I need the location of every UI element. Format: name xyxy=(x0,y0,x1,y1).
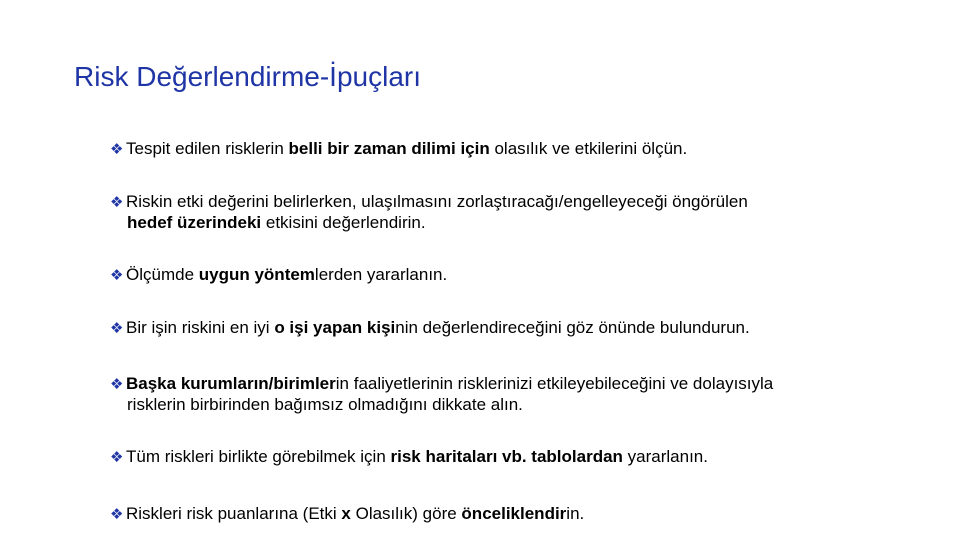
bullet-text xyxy=(126,265,447,284)
bullet-text xyxy=(126,504,584,523)
diamond-bullet-icon: ❖ xyxy=(110,267,124,284)
text-segment: Tüm riskleri birlikte görebilmek için xyxy=(126,447,391,466)
diamond-bullet-icon: ❖ xyxy=(110,376,124,393)
bullet-item xyxy=(110,504,910,525)
text-segment: yararlanın. xyxy=(622,447,708,466)
diamond-bullet-icon: ❖ xyxy=(110,449,124,466)
diamond-bullet-icon: ❖ xyxy=(110,194,124,211)
bullet-text-continuation xyxy=(110,213,910,233)
bullet-text xyxy=(126,192,748,211)
bullet-item xyxy=(110,265,910,286)
text-segment: lerden yararlanın. xyxy=(314,265,448,284)
bold-text-segment: uygun yöntem xyxy=(198,265,315,284)
bullet-text xyxy=(126,447,708,466)
text-segment: Riskin etki değerini belirlerken, ulaşılmasını zorlaştıracağı/engelleyeceği öngörülen xyxy=(126,192,748,211)
bold-text-segment: x xyxy=(341,504,351,523)
bullet-item xyxy=(110,318,910,339)
text-segment: Bir işin riskini en iyi xyxy=(126,318,275,337)
bold-text-segment: risk haritaları vb. tablolardan xyxy=(390,447,623,466)
text-segment: in. xyxy=(566,504,585,523)
text-segment: nin değerlendireceğini göz önünde bulundurun. xyxy=(395,318,750,337)
bullet-text-continuation xyxy=(110,395,910,415)
bullet-item xyxy=(110,139,910,160)
text-segment: in faaliyetlerinin risklerinizi etkileyebileceğini ve dolayısıyla xyxy=(335,374,774,393)
bold-text-segment: hedef üzerindeki xyxy=(127,213,262,232)
bullet-text xyxy=(126,318,750,337)
bullet-text xyxy=(126,374,773,393)
text-segment: Olasılık) göre xyxy=(350,504,462,523)
bold-text-segment: belli bir zaman dilimi için xyxy=(288,139,490,158)
bold-text-segment: önceliklendir xyxy=(461,504,567,523)
bullet-item xyxy=(110,447,910,468)
bullet-item xyxy=(110,192,910,233)
slide-title: Risk Değerlendirme-İpuçları xyxy=(74,61,422,92)
diamond-bullet-icon: ❖ xyxy=(110,506,124,523)
diamond-bullet-icon: ❖ xyxy=(110,320,124,337)
text-segment: risklerin birbirinden bağımsız olmadığını dikkate alın. xyxy=(127,395,523,414)
bullet-item xyxy=(110,374,910,415)
text-segment: Riskleri risk puanlarına (Etki xyxy=(126,504,342,523)
text-segment: Ölçümde xyxy=(126,265,199,284)
diamond-bullet-icon: ❖ xyxy=(110,141,124,158)
text-segment: Tespit edilen risklerin xyxy=(126,139,289,158)
text-segment: etkisini değerlendirin. xyxy=(261,213,426,232)
bullet-text xyxy=(126,139,687,158)
bold-text-segment: o işi yapan kişi xyxy=(274,318,396,337)
bold-text-segment: Başka kurumların/birimler xyxy=(126,374,336,393)
text-segment: olasılık ve etkilerini ölçün. xyxy=(489,139,688,158)
